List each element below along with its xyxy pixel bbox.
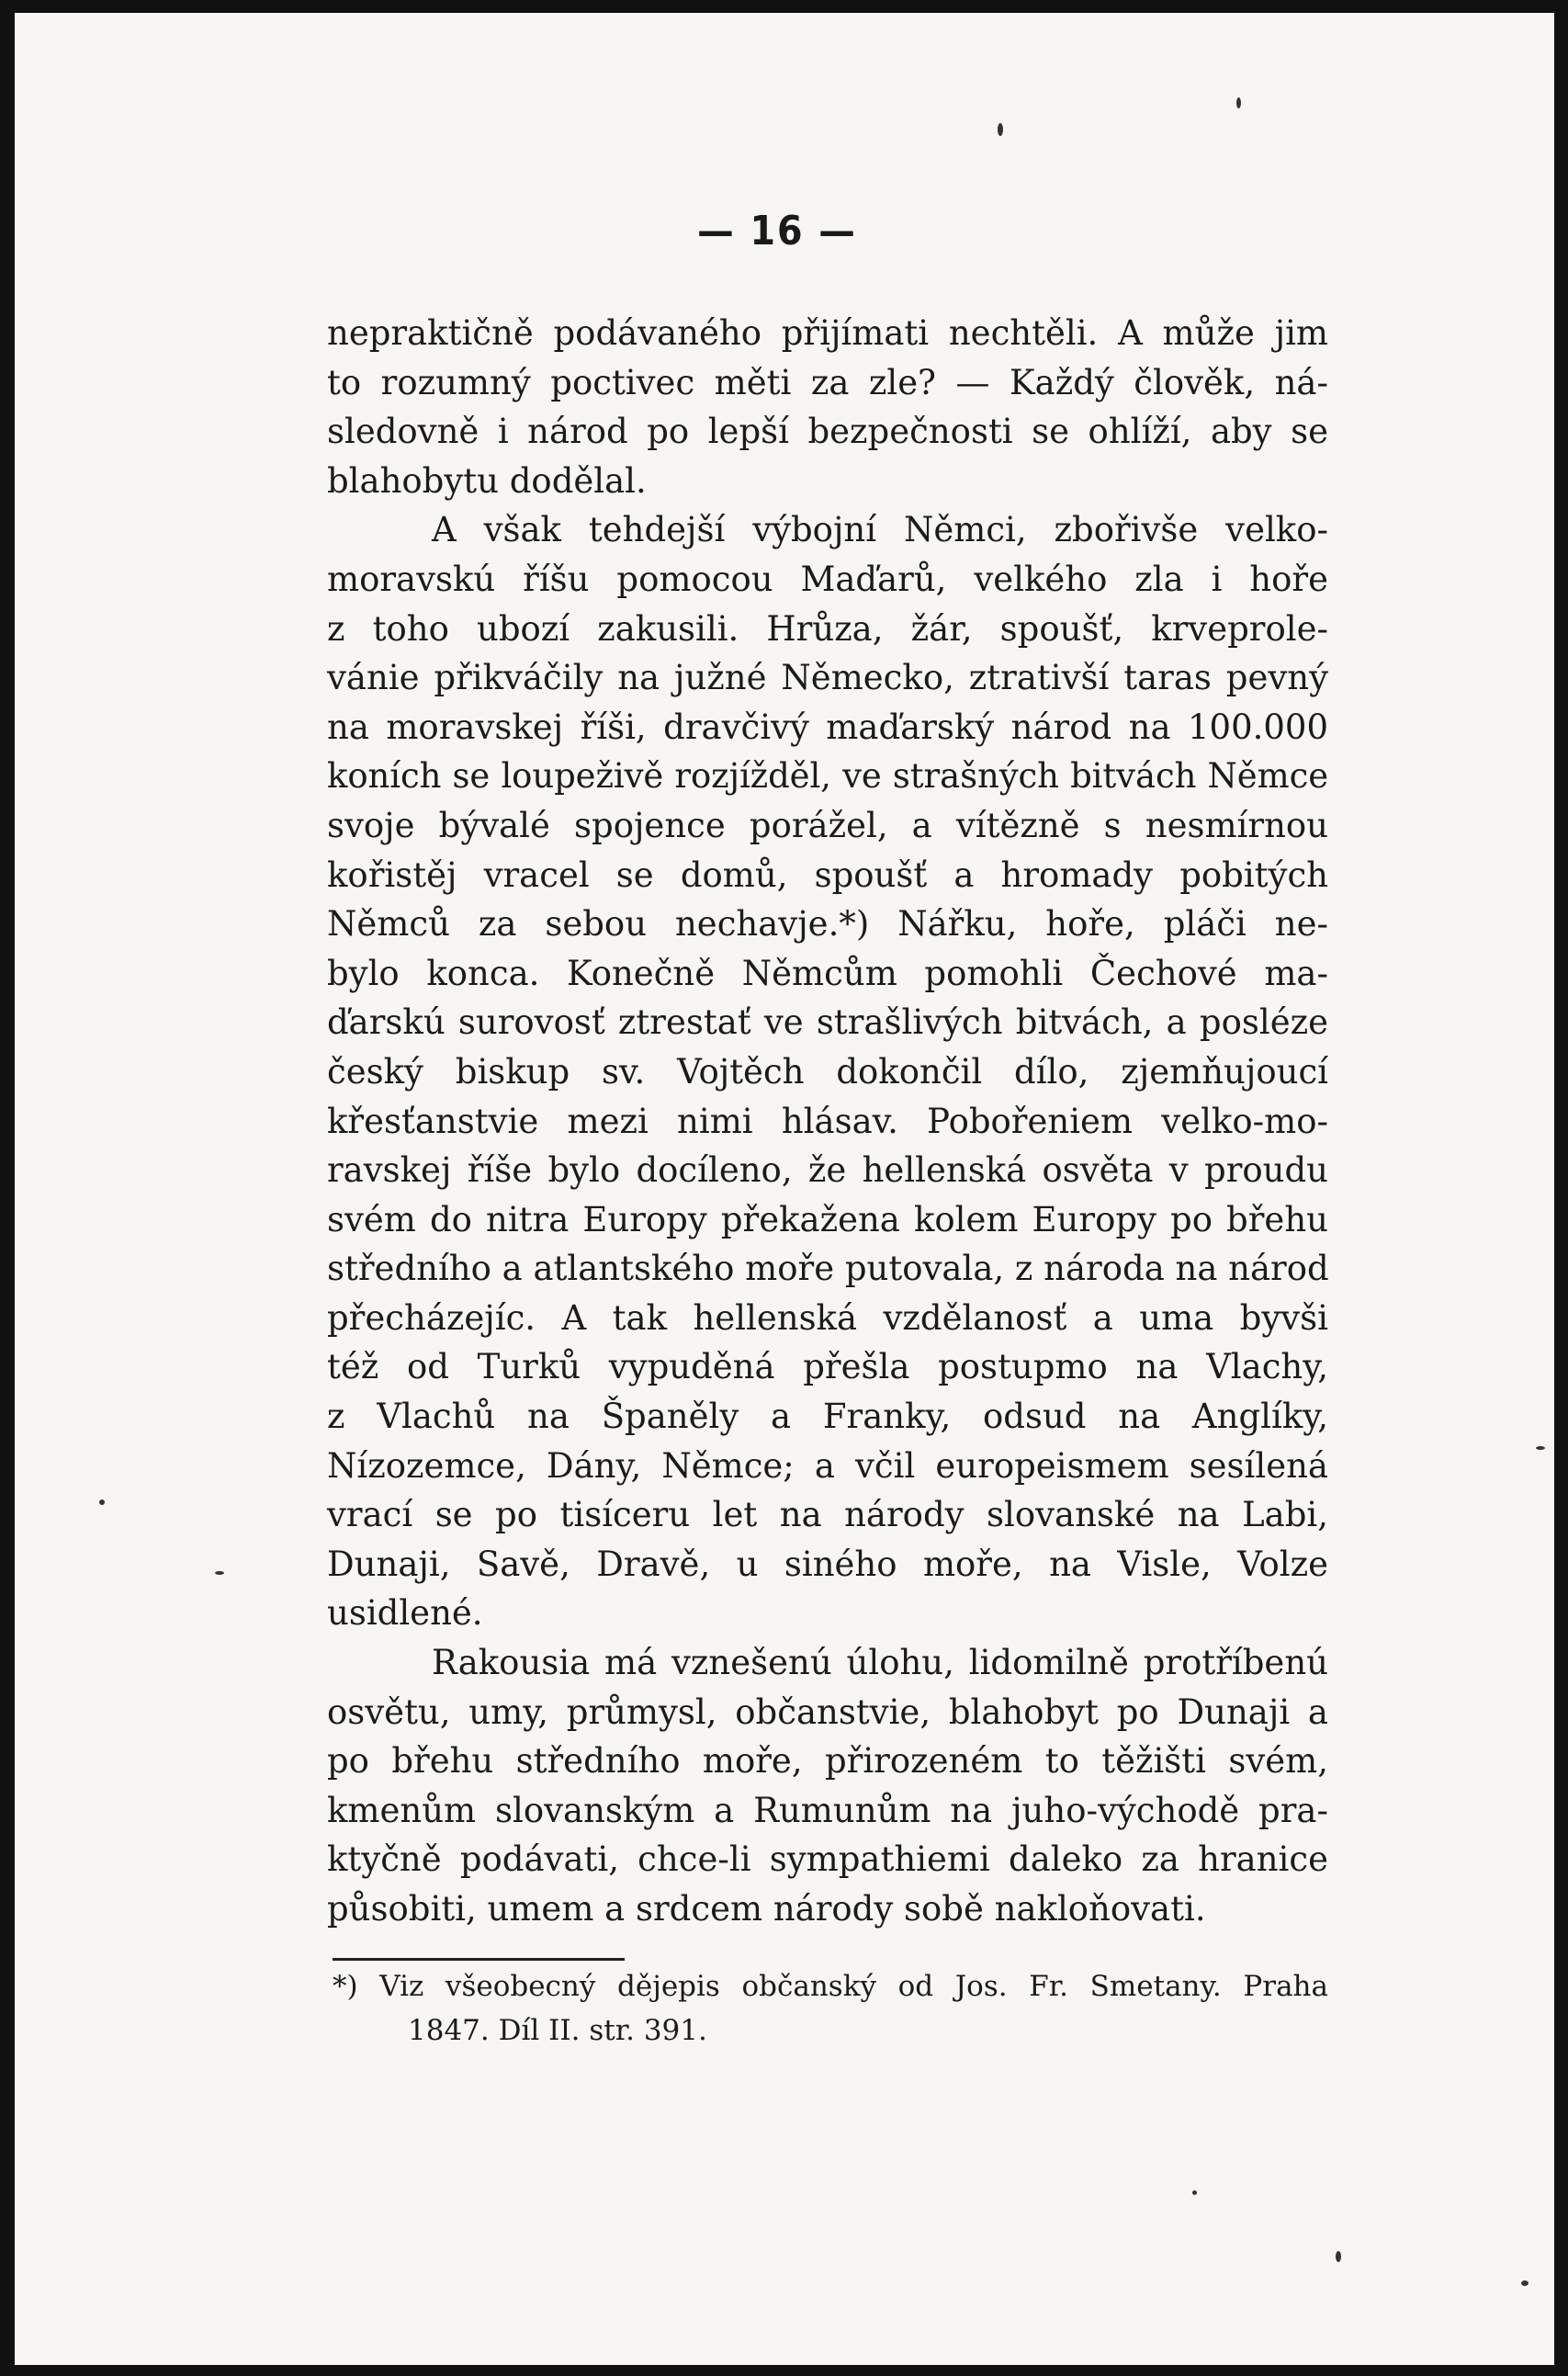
text-line: svém do nitra Europy překažena kolem Europy po břehu	[327, 1199, 1328, 1239]
text-line: z toho ubozí zakusili. Hrůza, žár, spoušť, krveprole-	[327, 608, 1328, 649]
text-line: Dunaji, Savě, Dravě, u siného moře, na Visle, Volze	[327, 1544, 1328, 1584]
scan-speck	[1536, 1446, 1545, 1450]
scan-speck	[1192, 2190, 1197, 2195]
text-line: osvětu, umy, průmysl, občanstvie, blahobyt po Dunaji a	[327, 1691, 1328, 1732]
text-line: vrací se po tisíceru let na národy slovanské na Labi,	[327, 1495, 1328, 1535]
paragraph-2	[327, 505, 1328, 1638]
scan-speck	[1236, 97, 1241, 108]
text-line: na moravskej říši, dravčivý maďarský národ na 100.000	[327, 707, 1328, 747]
body-text	[327, 309, 1328, 1934]
footnote	[333, 1964, 1328, 2053]
text-line: z Vlachů na Španěly a Franky, odsud na Anglíky,	[327, 1397, 1328, 1437]
text-line: český biskup sv. Vojtěch dokončil dílo, zjemňujoucí	[327, 1051, 1328, 1092]
text-line: usidlené.	[327, 1593, 483, 1634]
text-line: bylo konca. Konečně Němcům pomohli Čechové ma-	[327, 953, 1328, 993]
text-line: kmenům slovanským a Rumunům na juho-východě pra-	[327, 1790, 1328, 1830]
text-line: moravskú říšu pomocou Maďarů, velkého zla i hoře	[327, 559, 1328, 599]
paragraph-3	[327, 1638, 1328, 1934]
text-line: sledovně i národ po lepší bezpečnosti se ohlíží, aby se	[327, 412, 1328, 452]
text-line: středního a atlantského moře putovala, z národa na národ	[327, 1249, 1329, 1289]
footnote-line: 1847. Díl II. str. 391.	[408, 2014, 707, 2047]
text-line: to rozumný poctivec měti za zle? — Každý člověk, ná-	[327, 362, 1328, 402]
page-number: — 16 —	[697, 208, 857, 255]
scan-speck	[99, 1499, 105, 1505]
text-line: blahobytu dodělal.	[327, 460, 647, 501]
scan-speck	[1521, 2280, 1529, 2286]
text-line: Nízozemce, Dány, Němce; a včil europeismem sesílená	[327, 1445, 1328, 1486]
text-line: ďarskú surovosť ztrestať ve strašlivých bitvách, a posléze	[327, 1002, 1328, 1043]
text-line: přecházejíc. A tak hellenská vzdělanosť a uma byvši	[327, 1297, 1328, 1338]
text-line: křesťanstvie mezi nimi hlásav. Pobořeniem velko-mo-	[327, 1101, 1328, 1141]
text-line: vánie přikváčily na južné Německo, ztrativší taras pevný	[327, 658, 1328, 698]
text-line: po břehu středního moře, přirozeném to těžišti svém,	[327, 1741, 1328, 1782]
text-line: kořistěj vracel se domů, spoušť a hromady pobitých	[327, 854, 1328, 895]
text-line: A však tehdejší výbojní Němci, zbořivše velko-	[432, 510, 1328, 550]
text-line: ravskej říše bylo docíleno, že hellenská osvěta v proudu	[327, 1150, 1328, 1191]
paragraph-1	[327, 309, 1328, 505]
scan-speck	[1336, 2251, 1341, 2262]
footnote-line: *) Viz všeobecný dějepis občanský od Jos. Fr. Smetany. Praha	[333, 1970, 1328, 2003]
text-line: koních se loupeživě rozjížděl, ve strašných bitvách Němce	[327, 756, 1328, 797]
text-line: nepraktičně podávaného přijímati nechtěli. A může jim	[327, 313, 1328, 353]
text-line: též od Turků vypuděná přešla postupmo na Vlachy,	[327, 1347, 1328, 1387]
text-line: Rakousia má vznešenú úlohu, lidomilně protříbenú	[432, 1643, 1328, 1683]
text-line: svoje bývalé spojence porážel, a vítězně s nesmírnou	[327, 805, 1328, 845]
text-line: Němců za sebou nechavje.*) Nářku, hoře, pláči ne-	[327, 904, 1328, 945]
text-line: působiti, umem a srdcem národy sobě nakloňovati.	[327, 1889, 1206, 1929]
scan-speck	[215, 1571, 224, 1575]
text-line: ktyčně podávati, chce-li sympathiemi daleko za hranice	[327, 1839, 1328, 1880]
scan-speck	[998, 123, 1003, 136]
footnote-separator	[333, 1958, 625, 1961]
scanned-page	[15, 13, 1554, 2365]
